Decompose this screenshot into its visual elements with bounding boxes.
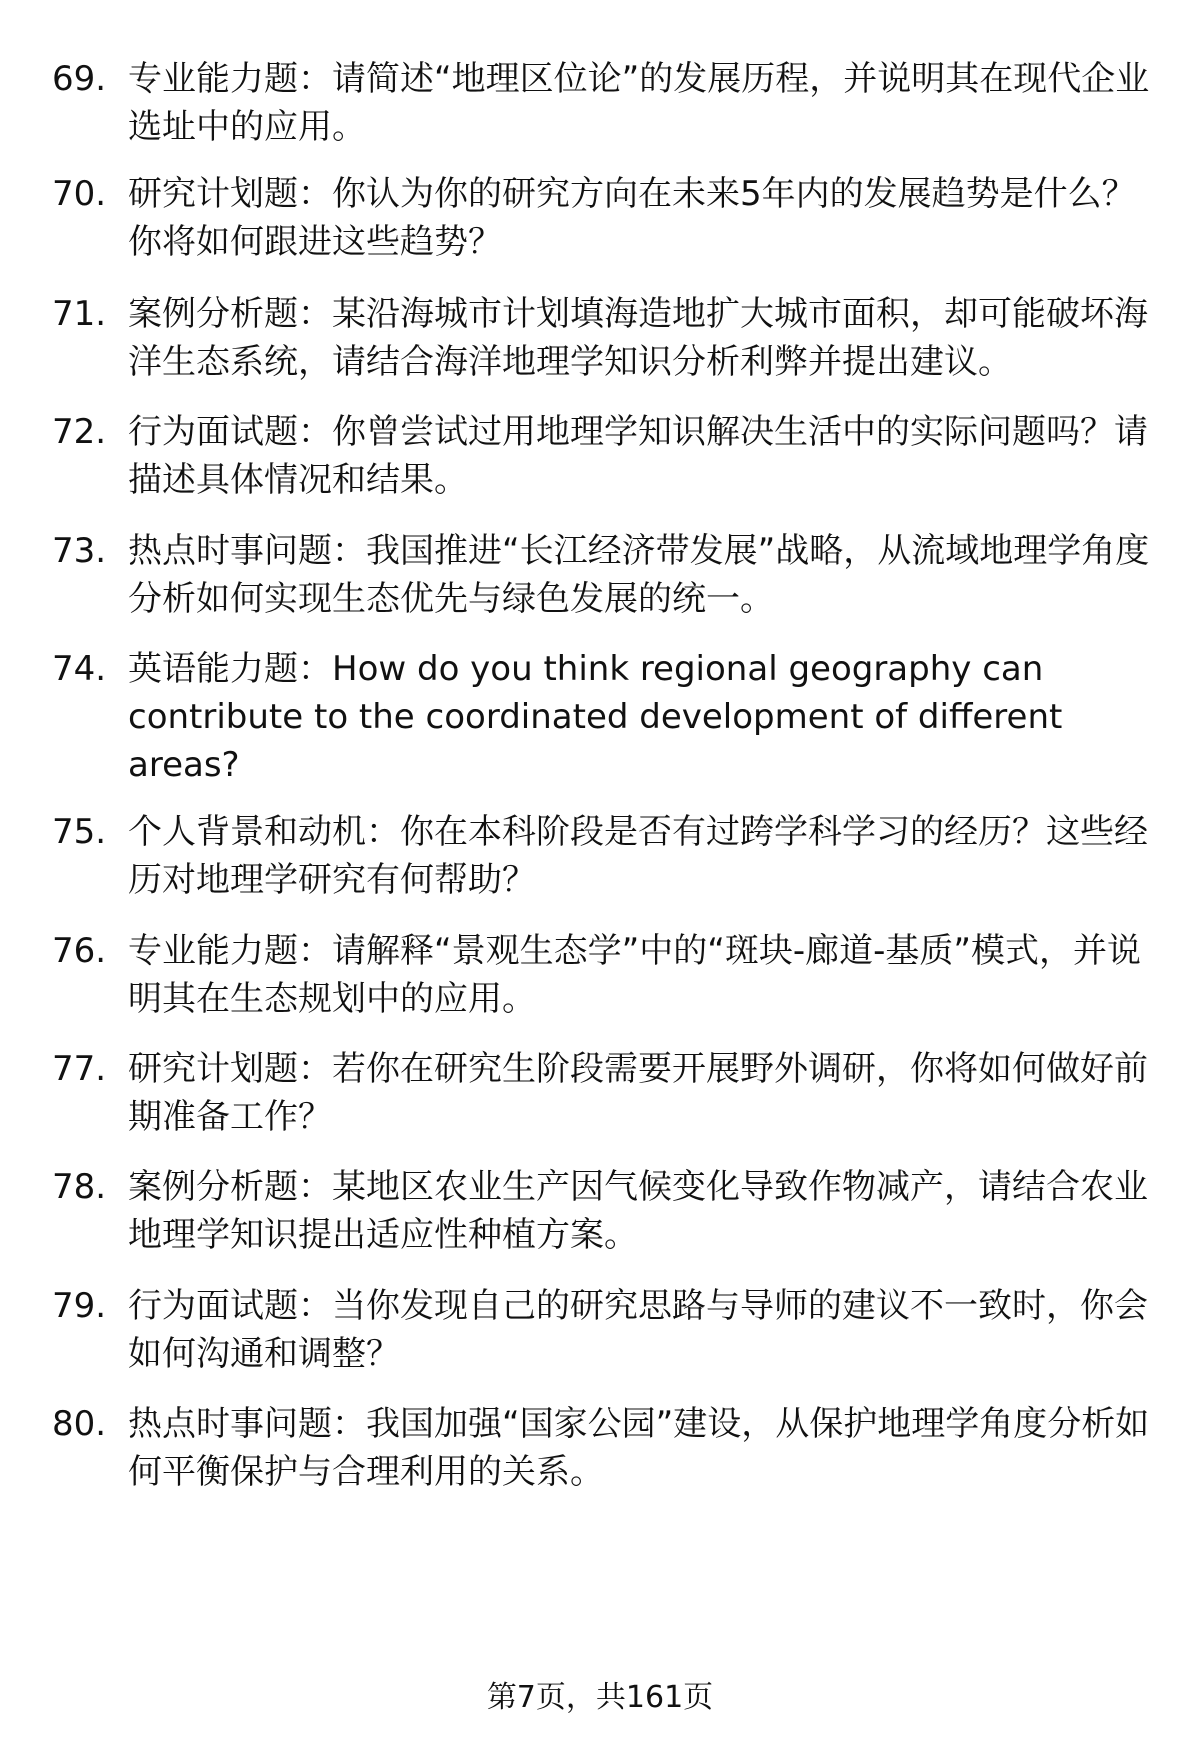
question-item-77 — [52, 1045, 1152, 1141]
question-number: 72. — [52, 412, 107, 452]
question-item-70 — [52, 170, 1152, 266]
question-number: 80. — [52, 1404, 107, 1444]
question-number: 69. — [52, 59, 107, 99]
question-text: 个人背景和动机：你在本科阶段是否有过跨学科学习的经历？这些经历对地理学研究有何帮助？ — [128, 812, 1148, 900]
question-text: 热点时事问题：我国加强“国家公园”建设，从保护地理学角度分析如何平衡保护与合理利用的关系。 — [128, 1404, 1150, 1492]
question-number: 70. — [52, 174, 107, 214]
question-text: 专业能力题：请简述“地理区位论”的发展历程，并说明其在现代企业选址中的应用。 — [128, 59, 1150, 147]
question-item-79 — [52, 1282, 1152, 1378]
question-item-75 — [52, 808, 1152, 904]
question-text: 专业能力题：请解释“景观生态学”中的“斑块-廊道-基质”模式，并说明其在生态规划中的应用。 — [128, 931, 1141, 1019]
question-item-69 — [52, 55, 1152, 151]
question-number: 77. — [52, 1049, 107, 1089]
question-text: 案例分析题：某地区农业生产因气候变化导致作物减产，请结合农业地理学知识提出适应性种植方案。 — [128, 1167, 1148, 1255]
question-item-78 — [52, 1163, 1152, 1259]
question-item-71 — [52, 290, 1152, 386]
question-item-72 — [52, 408, 1152, 504]
page-number-footer: 第7页，共161页 — [486, 1680, 714, 1715]
question-text: 行为面试题：你曾尝试过用地理学知识解决生活中的实际问题吗？请描述具体情况和结果。 — [128, 412, 1148, 500]
question-item-74 — [52, 645, 1152, 789]
question-number: 71. — [52, 294, 107, 334]
question-text: 研究计划题：若你在研究生阶段需要开展野外调研，你将如何做好前期准备工作？ — [128, 1049, 1148, 1137]
question-number: 76. — [52, 931, 107, 971]
question-item-73 — [52, 527, 1152, 623]
question-text: 行为面试题：当你发现自己的研究思路与导师的建议不一致时，你会如何沟通和调整？ — [128, 1286, 1148, 1374]
question-item-76 — [52, 927, 1152, 1023]
question-number: 74. — [52, 649, 107, 689]
question-text: 研究计划题：你认为你的研究方向在未来5年内的发展趋势是什么？你将如何跟进这些趋势？ — [128, 174, 1136, 262]
question-number: 78. — [52, 1167, 107, 1207]
question-text: 英语能力题：How do you think regional geography can contribute to the coordinated development of different areas? — [128, 649, 1063, 785]
question-number: 79. — [52, 1286, 107, 1326]
question-number: 75. — [52, 812, 107, 852]
question-text: 案例分析题：某沿海城市计划填海造地扩大城市面积，却可能破坏海洋生态系统，请结合海洋地理学知识分析利弊并提出建议。 — [128, 294, 1148, 382]
question-item-80 — [52, 1400, 1152, 1496]
question-number: 73. — [52, 531, 107, 571]
question-text: 热点时事问题：我国推进“长江经济带发展”战略，从流域地理学角度分析如何实现生态优先与绿色发展的统一。 — [128, 531, 1150, 619]
